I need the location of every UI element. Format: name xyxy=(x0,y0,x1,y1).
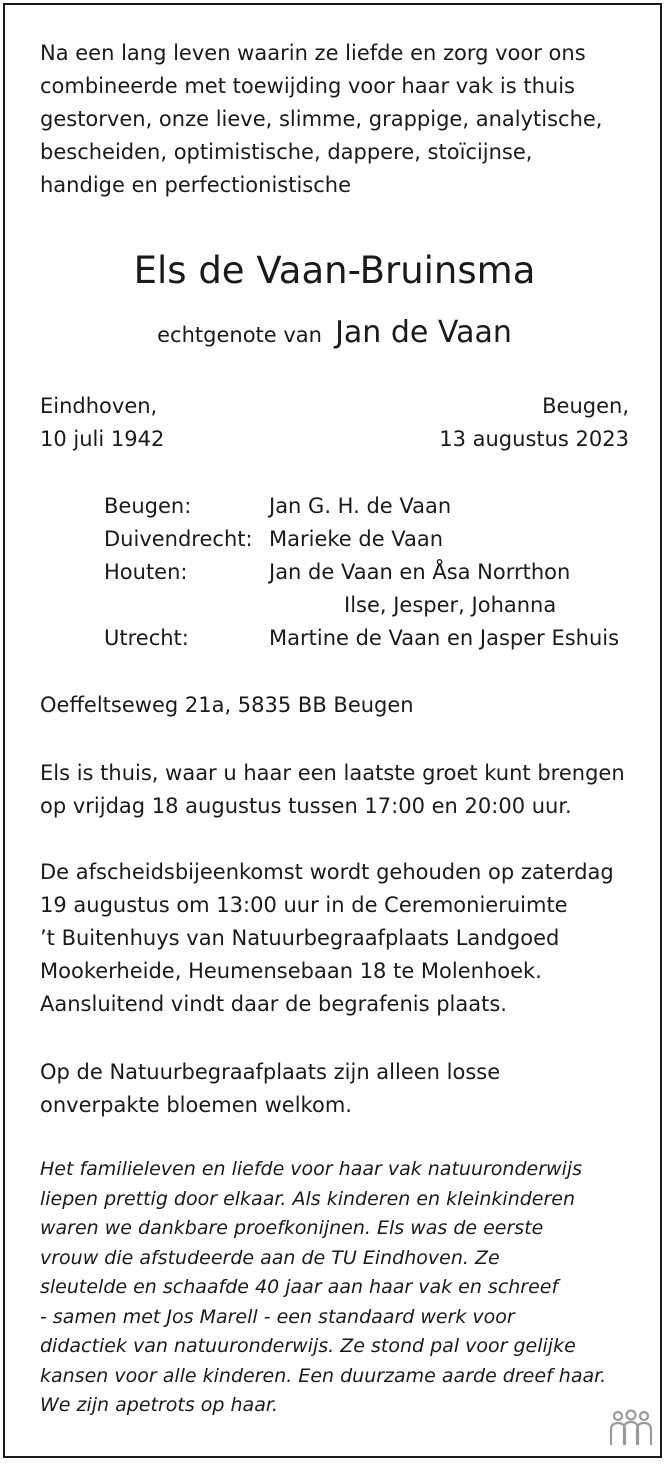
tribute-line: kansen voor alle kinderen. Een duurzame aarde dreef haar. xyxy=(40,1364,607,1387)
visit-line: op vrijdag 18 augustus tussen 17:00 en 20:00 uur. xyxy=(40,794,572,818)
intro-line: gestorven, onze lieve, slimme, grappige, analytische, xyxy=(40,107,603,131)
family-place: Utrecht: xyxy=(104,626,189,650)
tribute-line: didactiek van natuuronderwijs. Ze stond pal voor gelijke xyxy=(40,1335,576,1357)
ceremony-line: Aansluitend vindt daar de begrafenis plaats. xyxy=(40,992,507,1016)
spouse-line xyxy=(0,315,669,350)
birth-place: Eindhoven, xyxy=(40,394,158,418)
deceased-name: Els de Vaan-Bruinsma xyxy=(133,249,536,292)
ceremony-line: 19 augustus om 13:00 uur in de Ceremonieruimte xyxy=(40,893,568,917)
family-row xyxy=(104,622,619,655)
ceremony-line: De afscheidsbijeenkomst wordt gehouden op zaterdag xyxy=(40,860,614,884)
tribute-line: - samen met Jos Marell - een standaard werk voor xyxy=(40,1305,515,1328)
intro-line: bescheiden, optimistische, dappere, stoïcijnse, xyxy=(40,140,533,164)
family-names: Martine de Vaan en Jasper Eshuis xyxy=(269,626,620,650)
tribute-paragraph xyxy=(40,1155,640,1421)
visit-line: Els is thuis, waar u haar een laatste groet kunt brengen xyxy=(40,761,625,785)
intro-line: handige en perfectionistische xyxy=(40,173,352,197)
tribute-line: We zijn apetrots op haar. xyxy=(40,1394,278,1416)
family-list xyxy=(104,490,619,655)
family-place: Duivendrecht: xyxy=(104,527,253,551)
spouse-name: Jan de Vaan xyxy=(335,315,512,350)
intro-line: Na een lang leven waarin ze liefde en zorg voor ons xyxy=(40,41,586,65)
family-row xyxy=(104,523,619,556)
family-row xyxy=(104,556,619,589)
flowers-line: onverpakte bloemen welkom. xyxy=(40,1093,352,1117)
visit-paragraph xyxy=(40,757,640,823)
tribute-line: waren we dankbare proefkonijnen. Els was de eerste xyxy=(40,1217,544,1239)
family-place: Houten: xyxy=(104,560,188,584)
ceremony-line: ’t Buitenhuys van Natuurbegraafplaats Landgoed xyxy=(40,926,560,950)
tribute-line: Het familieleven en liefde voor haar vak natuuronderwijs xyxy=(40,1158,583,1180)
death-info xyxy=(439,390,629,456)
family-row xyxy=(104,490,619,523)
intro-line: combineerde met toewijding voor haar vak is thuis xyxy=(40,74,575,98)
tribute-line: sleutelde en schaafde 40 jaar aan haar vak en schreef xyxy=(40,1276,559,1298)
tribute-line: vrouw die afstudeerde aan de TU Eindhoven. Ze xyxy=(40,1246,500,1269)
address: Oeffeltseweg 21a, 5835 BB Beugen xyxy=(40,693,414,717)
spouse-prefix: echtgenote van xyxy=(157,323,322,347)
family-children: Ilse, Jesper, Johanna xyxy=(344,593,557,617)
flowers-paragraph xyxy=(40,1056,640,1122)
address-paragraph xyxy=(40,689,640,722)
family-names: Marieke de Vaan xyxy=(269,527,444,551)
death-date: 13 augustus 2023 xyxy=(439,427,629,451)
ceremony-line: Mookerheide, Heumensebaan 18 te Molenhoek. xyxy=(40,959,542,983)
death-place: Beugen, xyxy=(542,394,629,418)
family-names: Jan de Vaan en Åsa Norrthon xyxy=(269,560,571,584)
intro-paragraph xyxy=(40,37,640,202)
birth-date: 10 juli 1942 xyxy=(40,427,165,451)
ceremony-paragraph xyxy=(40,856,640,1021)
family-names: Jan G. H. de Vaan xyxy=(269,494,452,518)
birth-info xyxy=(40,390,164,456)
family-place: Beugen: xyxy=(104,494,192,518)
family-figures-icon xyxy=(606,1408,656,1448)
tribute-line: liepen prettig door elkaar. Als kinderen en kleinkinderen xyxy=(40,1187,576,1210)
flowers-line: Op de Natuurbegraafplaats zijn alleen losse xyxy=(40,1060,501,1084)
